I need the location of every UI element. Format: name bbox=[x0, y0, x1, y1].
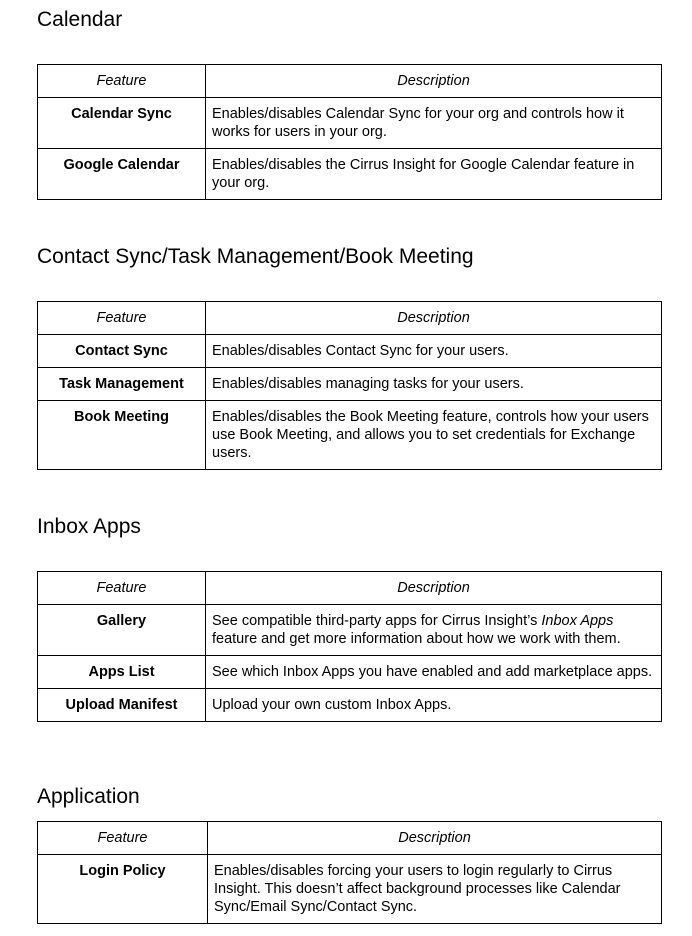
feature-cell: Contact Sync bbox=[38, 335, 206, 368]
section-heading-calendar: Calendar bbox=[37, 8, 123, 31]
table-row bbox=[38, 855, 662, 924]
description-text: See compatible third-party apps for Cirrus Insight’s bbox=[212, 613, 542, 629]
feature-cell: Gallery bbox=[38, 605, 206, 656]
description-emphasis: Inbox Apps bbox=[541, 613, 614, 629]
description-cell: Enables/disables Contact Sync for your users. bbox=[206, 335, 662, 368]
description-cell: Enables/disables Calendar Sync for your org and controls how it works for users in your org. bbox=[206, 98, 662, 149]
table-row bbox=[38, 401, 662, 470]
feature-column-header: Feature bbox=[38, 822, 208, 855]
table-row bbox=[38, 689, 662, 722]
description-column-header: Description bbox=[206, 65, 662, 98]
table-row bbox=[38, 656, 662, 689]
feature-cell: Login Policy bbox=[38, 855, 208, 924]
description-cell: See which Inbox Apps you have enabled and add marketplace apps. bbox=[206, 656, 662, 689]
table-row bbox=[38, 149, 662, 200]
description-cell: Enables/disables the Book Meeting feature, controls how your users use Book Meeting, and allows you to set credentials for Exchange users. bbox=[206, 401, 662, 470]
description-cell: Enables/disables the Cirrus Insight for Google Calendar feature in your org. bbox=[206, 149, 662, 200]
table-row bbox=[38, 335, 662, 368]
table-header-row bbox=[38, 572, 662, 605]
feature-cell: Google Calendar bbox=[38, 149, 206, 200]
description-column-header: Description bbox=[208, 822, 662, 855]
table-header-row bbox=[38, 65, 662, 98]
table-header-row bbox=[38, 302, 662, 335]
feature-column-header: Feature bbox=[38, 65, 206, 98]
description-cell: Enables/disables forcing your users to login regularly to Cirrus Insight. This doesn’t affect background processes like Calendar Sync/Email Sync/Contact Sync. bbox=[208, 855, 662, 924]
calendar-feature-table bbox=[37, 64, 662, 200]
description-cell bbox=[206, 605, 662, 656]
inbox-apps-feature-table bbox=[37, 571, 662, 722]
description-column-header: Description bbox=[206, 302, 662, 335]
section-heading-inbox-apps: Inbox Apps bbox=[37, 515, 141, 538]
section-heading-contact-sync: Contact Sync/Task Management/Book Meeting bbox=[37, 245, 474, 268]
contact-sync-feature-table bbox=[37, 301, 662, 470]
description-cell: Enables/disables managing tasks for your users. bbox=[206, 368, 662, 401]
feature-cell: Book Meeting bbox=[38, 401, 206, 470]
table-row bbox=[38, 605, 662, 656]
feature-column-header: Feature bbox=[38, 572, 206, 605]
feature-cell: Apps List bbox=[38, 656, 206, 689]
section-heading-application: Application bbox=[37, 785, 140, 808]
table-row bbox=[38, 98, 662, 149]
feature-cell: Calendar Sync bbox=[38, 98, 206, 149]
feature-cell: Upload Manifest bbox=[38, 689, 206, 722]
table-header-row bbox=[38, 822, 662, 855]
description-column-header: Description bbox=[206, 572, 662, 605]
description-text: feature and get more information about how we work with them. bbox=[212, 631, 621, 647]
description-cell: Upload your own custom Inbox Apps. bbox=[206, 689, 662, 722]
table-row bbox=[38, 368, 662, 401]
feature-cell: Task Management bbox=[38, 368, 206, 401]
application-feature-table bbox=[37, 821, 662, 924]
feature-column-header: Feature bbox=[38, 302, 206, 335]
